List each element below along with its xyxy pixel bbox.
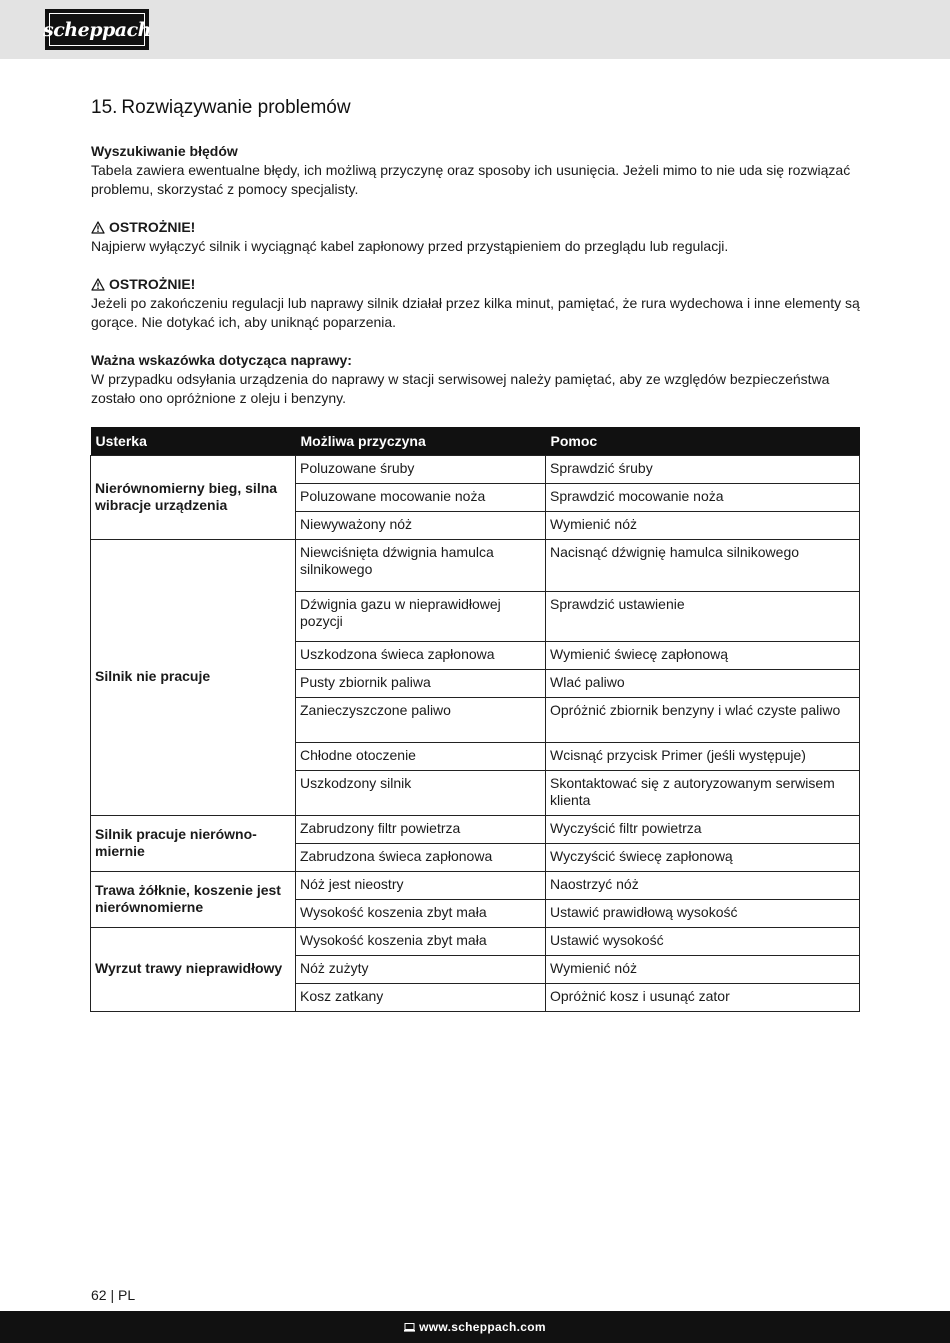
table-row <box>91 540 860 592</box>
logo-text: scheppach <box>43 18 151 41</box>
cause-cell: Uszkodzony silnik <box>296 771 546 816</box>
troubleshooting-title: Wyszukiwanie błędów <box>91 143 238 159</box>
table-row <box>91 816 860 844</box>
page-number-footer <box>91 1287 135 1304</box>
cause-cell: Chłodne otoczenie <box>296 743 546 771</box>
warning-triangle-icon <box>91 278 105 291</box>
cause-cell: Wysokość koszenia zbyt mała <box>296 900 546 928</box>
remedy-cell: Wyczyścić świecę zapłonową <box>546 844 860 872</box>
section-title: Rozwiązywanie problemów <box>121 97 351 118</box>
table-row <box>91 872 860 900</box>
website-link[interactable]: www.scheppach.com <box>419 1320 546 1334</box>
warning-text-1: Najpierw wyłączyć silnik i wyciągnąć kabel zapłonowy przed przystąpieniem do przeglądu lub regulacji. <box>91 238 729 254</box>
remedy-cell: Wlać paliwo <box>546 670 860 698</box>
language-code: PL <box>118 1287 136 1303</box>
fault-cell: Silnik pracuje nierównomiernie <box>91 816 296 872</box>
cause-cell: Niewyważony nóż <box>296 512 546 540</box>
fault-cell: Silnik nie pracuje <box>91 540 296 816</box>
remedy-cell: Wymienić nóż <box>546 512 860 540</box>
cause-cell: Pusty zbiornik paliwa <box>296 670 546 698</box>
brand-logo <box>45 9 149 50</box>
cause-cell: Zabrudzony filtr powietrza <box>296 816 546 844</box>
footer-separator: | <box>110 1287 115 1303</box>
cause-cell: Poluzowane mocowanie noża <box>296 484 546 512</box>
remedy-cell: Nacisnąć dźwignię hamulca silnikowego <box>546 540 860 592</box>
warning-label-1: OSTROŻNIE! <box>109 219 196 235</box>
remedy-cell: Naostrzyć nóż <box>546 872 860 900</box>
cause-cell: Nóż jest nieostry <box>296 872 546 900</box>
remedy-cell: Opróżnić kosz i usunąć zator <box>546 984 860 1012</box>
fault-cell: Wyrzut trawy nieprawidłowy <box>91 928 296 1012</box>
remedy-cell: Wyczyścić filtr powietrza <box>546 816 860 844</box>
page-number: 62 <box>91 1287 107 1303</box>
remedy-cell: Skontaktować się z autoryzowanym serwisem klienta <box>546 771 860 816</box>
warning-text-2: Jeżeli po zakończeniu regulacji lub naprawy silnik działał przez kilka minut, pamiętać, że rura wydechowa i inne elementy są gorące. Nie dotykać ich, aby uniknąć poparzenia. <box>91 295 860 330</box>
header-cause: Możliwa przyczyna <box>296 427 546 456</box>
header-band <box>0 0 950 59</box>
cause-cell: Poluzowane śruby <box>296 456 546 484</box>
cause-cell: Dźwignia gazu w nieprawidłowej pozycji <box>296 592 546 642</box>
table-row <box>91 928 860 956</box>
remedy-cell: Wymienić nóż <box>546 956 860 984</box>
section-heading <box>91 96 860 120</box>
remedy-cell: Ustawić prawidłową wysokość <box>546 900 860 928</box>
cause-cell: Niewciśnięta dźwignia hamulca silnikowego <box>296 540 546 592</box>
cause-cell: Wysokość koszenia zbyt mała <box>296 928 546 956</box>
fault-cell: Trawa żółknie, koszenie jest nierównomierne <box>91 872 296 928</box>
computer-icon <box>404 1323 415 1332</box>
header-remedy: Pomoc <box>546 427 860 456</box>
header-fault: Usterka <box>91 427 296 456</box>
warning-triangle-icon <box>91 221 105 234</box>
cause-cell: Nóż zużyty <box>296 956 546 984</box>
footer-band <box>0 1311 950 1343</box>
remedy-cell: Sprawdzić mocowanie noża <box>546 484 860 512</box>
remedy-cell: Wymienić świecę zapłonową <box>546 642 860 670</box>
remedy-cell: Wcisnąć przycisk Primer (jeśli występuje) <box>546 743 860 771</box>
cause-cell: Uszkodzona świeca zapłonowa <box>296 642 546 670</box>
cause-cell: Zabrudzona świeca zapłonowa <box>296 844 546 872</box>
troubleshooting-text: Tabela zawiera ewentualne błędy, ich możliwą przyczynę oraz sposoby ich usunięcia. Jeżeli mimo to nie uda się rozwiązać problemu, skorzystać z pomocy specjalisty. <box>91 162 851 197</box>
section-number: 15. <box>91 97 118 118</box>
troubleshooting-table <box>90 427 860 1012</box>
repair-note-text: W przypadku odsyłania urządzenia do naprawy w stacji serwisowej należy pamiętać, aby ze względów bezpieczeństwa zostało ono opróżnione z oleju i benzyny. <box>91 371 830 406</box>
table-header-row <box>91 427 860 456</box>
warning-title-1 <box>91 218 860 237</box>
table-row <box>91 456 860 484</box>
cause-cell: Zanieczyszczone paliwo <box>296 698 546 743</box>
main-content <box>91 96 860 427</box>
warning-label-2: OSTROŻNIE! <box>109 276 196 292</box>
remedy-cell: Ustawić wysokość <box>546 928 860 956</box>
remedy-cell: Sprawdzić śruby <box>546 456 860 484</box>
repair-note-title: Ważna wskazówka dotycząca naprawy: <box>91 352 352 368</box>
fault-cell: Nierównomierny bieg, silna wibracje urządzenia <box>91 456 296 540</box>
warning-title-2 <box>91 275 860 294</box>
cause-cell: Kosz zatkany <box>296 984 546 1012</box>
remedy-cell: Opróżnić zbiornik benzyny i wlać czyste paliwo <box>546 698 860 743</box>
remedy-cell: Sprawdzić ustawienie <box>546 592 860 642</box>
